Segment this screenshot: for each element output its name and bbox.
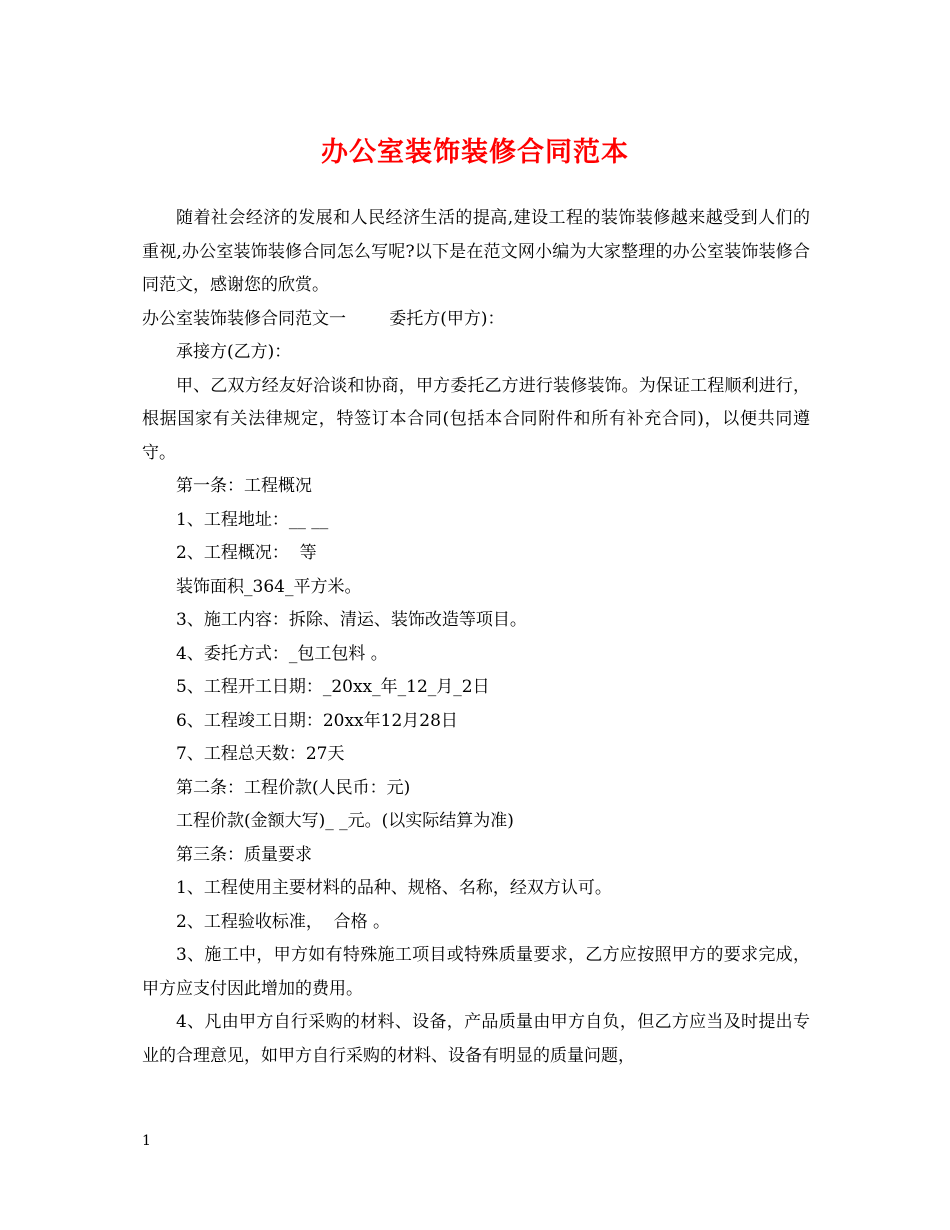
article-3-heading: 第三条：质量要求: [176, 844, 312, 865]
contract-heading-line: 办公室装饰装修合同范文一 委托方(甲方)：: [142, 308, 505, 329]
party-b-line: 承接方(乙方)：: [176, 342, 292, 362]
list-item: 4、凡由甲方自行采购的材料、设备，产品质量由甲方自负，但乙方应当及时提出专业的合理意见，如甲方自行采购的材料、设备有明显的质量问题，: [142, 1012, 810, 1066]
article-1-heading: 第一条：工程概况: [176, 476, 312, 496]
preamble-paragraph: 甲、乙双方经友好洽谈和协商，甲方委托乙方进行装修装饰。为保证工程顺利进行，根据国家有关法律规定，特签订本合同(包括本合同附件和所有补充合同)，以便共同遵守。: [142, 375, 810, 463]
list-item: 7、工程总天数：27天: [176, 744, 345, 764]
list-item: 2、工程概况： 等: [176, 543, 317, 563]
list-item: 6、工程竣工日期：20xx年12月28日: [176, 710, 458, 731]
list-item: 装饰面积_364_平方米。: [176, 576, 362, 597]
page-number: 1: [142, 1133, 151, 1149]
intro-paragraph: 随着社会经济的发展和人民经济生活的提高,建设工程的装饰装修越来越受到人们的重视,办公室装饰装修合同怎么写呢?以下是在范文网小编为大家整理的办公室装饰装修合同范文，感谢您的欣赏。: [142, 208, 810, 295]
list-item: 2、工程验收标准， 合格 。: [176, 911, 391, 932]
list-item: 1、工程地址：__ __: [176, 509, 329, 530]
list-item: 3、施工内容：拆除、清运、装饰改造等项目。: [176, 610, 527, 630]
document-title: 办公室装饰装修合同范本: [321, 137, 629, 168]
list-item: 1、工程使用主要材料的品种、规格、名称，经双方认可。: [176, 878, 612, 898]
list-item: 3、施工中，甲方如有特殊施工项目或特殊质量要求，乙方应按照甲方的要求完成，甲方应支付因此增加的费用。: [142, 945, 810, 999]
document-body: [142, 202, 810, 1073]
article-2-heading: 第二条：工程价款(人民币：元): [176, 777, 411, 798]
list-item: 5、工程开工日期：_20xx_年_12_月_2日: [176, 677, 490, 697]
list-item: 4、委托方式：_包工包料 。: [176, 643, 388, 664]
list-item: 工程价款(金额大写)_ _元。(以实际结算为准): [176, 811, 514, 831]
